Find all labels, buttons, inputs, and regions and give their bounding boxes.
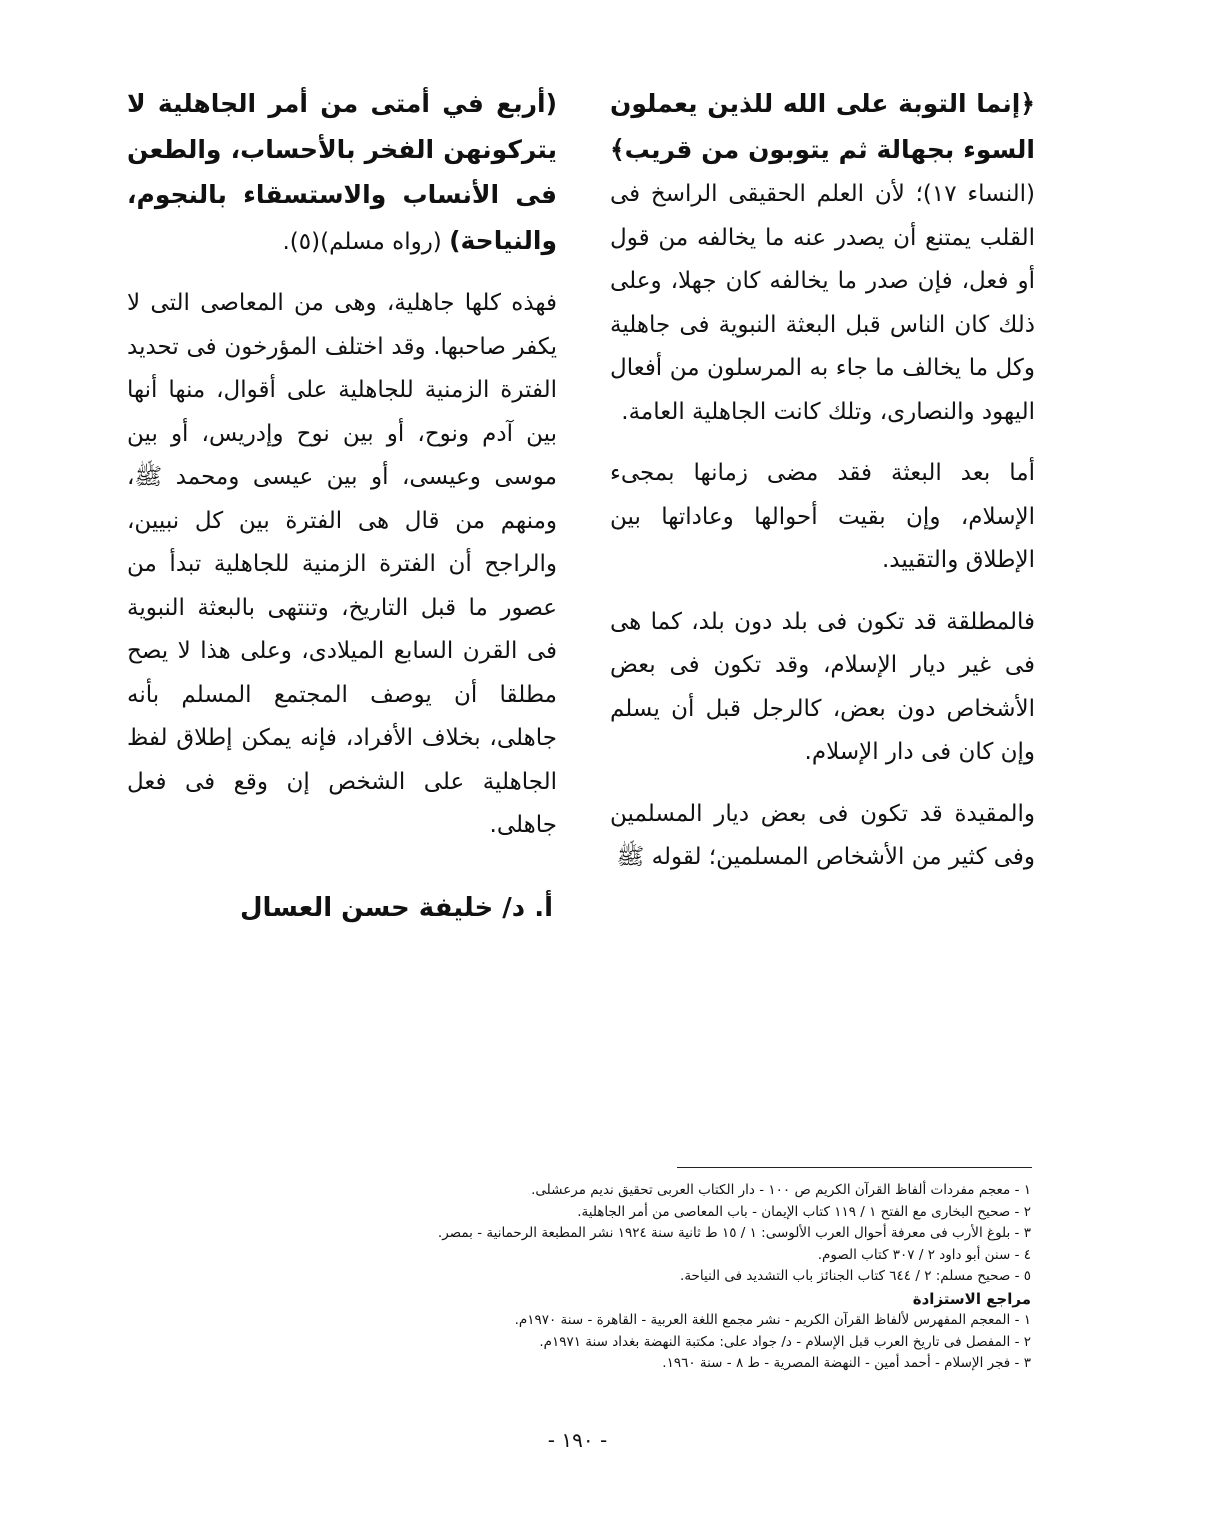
right-paragraph-3: فالمطلقة قد تكون فى بلد دون بلد، كما هى فى غير ديار الإسلام، وقد تكون فى بعض الأشخاص دون بعض، كالرجل قبل أن يسلم وإن كان فى دار الإسلام. [610, 608, 1035, 765]
footnote-item: ٢ - صحيح البخارى مع الفتح ١ / ١١٩ كتاب الإيمان - باب المعاصى من أمر الجاهلية. [577, 1203, 1031, 1220]
footnote-item: ١ - معجم مفردات ألفاظ القرآن الكريم ص ١٠٠ - دار الكتاب العربى تحقيق نديم مرعشلى. [531, 1182, 1031, 1198]
verse-commentary: (النساء ١٧)؛ لأن العلم الحقيقى الراسخ فى القلب يمتنع أن يصدر عنه ما يخالفه من قول أو فعل، فإن صدر ما يخالفه كان جهلا، وعلى ذلك كان الناس قبل البعثة النبوية فى جاهلية وكل ما يخالف ما جاء به المرسلون من أفعال اليهود والنصارى، وتلك كانت الجاهلية العامة. [610, 181, 1035, 425]
right-paragraph-4: والمقيدة قد تكون فى بعض ديار المسلمين وفى كثير من الأشخاص المسلمين؛ لقوله ﷺ [610, 800, 1035, 870]
right-column [610, 82, 1035, 880]
footnote-item: ٣ - بلوغ الأرب فى معرفة أحوال العرب الألوسى: ١ / ١٥ ط ثانية سنة ١٩٢٤ نشر المطبعة الرحمانية - بمصر. [437, 1225, 1031, 1242]
right-paragraph-2: أما بعد البعثة فقد مضى زمانها بمجىء الإسلام، وإن بقيت أحوالها وعاداتها بين الإطلاق والتقييد. [610, 460, 1035, 573]
reference-item: ٢ - المفصل فى تاريخ العرب قبل الإسلام - د/ جواد على: مكتبة النهضة بغداد سنة ١٩٧١م. [539, 1333, 1031, 1350]
hadith-source: (رواه مسلم)(٥). [282, 228, 450, 255]
footnote-divider [677, 1167, 1032, 1168]
references-title: مراجع الاستزادة [912, 1289, 1031, 1308]
quran-verse: ﴿إنما التوبة على الله للذين يعملون السوء بجهالة ثم يتوبون من قريب﴾ [610, 89, 1035, 164]
author-signature: أ. د/ خليفة حسن العسال [239, 893, 553, 923]
left-paragraph-1 [127, 82, 557, 264]
footnote-item: ٥ - صحيح مسلم: ٢ / ٦٤٤ كتاب الجنائز باب التشديد فى النياحة. [680, 1268, 1031, 1285]
right-paragraph-1 [610, 82, 1035, 434]
hadith-text: (أربع في أمتى من أمر الجاهلية لا يتركونهن الفخر بالأحساب، والطعن فى الأنساب والاستسقاء بالنجوم، والنياحة) [127, 89, 557, 255]
reference-item: ٣ - فجر الإسلام - أحمد أمين - النهضة المصرية - ط ٨ - سنة ١٩٦٠. [662, 1355, 1031, 1372]
left-column [127, 82, 557, 848]
left-paragraph-2: فهذه كلها جاهلية، وهى من المعاصى التى لا يكفر صاحبها. وقد اختلف المؤرخون فى تحديد الفترة الزمنية للجاهلية على أقوال، منها أنها بين آدم ونوح، أو بين نوح وإدريس، أو بين موسى وعيسى، أو بين عيسى ومحمد ﷺ، ومنهم من قال هى الفترة بين كل نبيين، والراجح أن الفترة الزمنية للجاهلية تبدأ من عصور ما قبل التاريخ، وتنتهى بالبعثة النبوية فى القرن السابع الميلادى، وعلى هذا لا يصح مطلقا أن يوصف المجتمع المسلم بأنه جاهلى، بخلاف الأفراد، فإنه يمكن إطلاق لفظ الجاهلية على الشخص إن وقع فى فعل جاهلى. [127, 290, 557, 838]
page-number: - ١٩٠ - [547, 1428, 608, 1452]
footnote-item: ٤ - سنن أبو داود ٢ / ٣٠٧ كتاب الصوم. [817, 1246, 1031, 1263]
footnotes-section [331, 1180, 1031, 1375]
reference-item: ١ - المعجم المفهرس لألفاظ القرآن الكريم - نشر مجمع اللغة العربية - القاهرة - سنة ١٩٧٠م. [514, 1311, 1031, 1328]
